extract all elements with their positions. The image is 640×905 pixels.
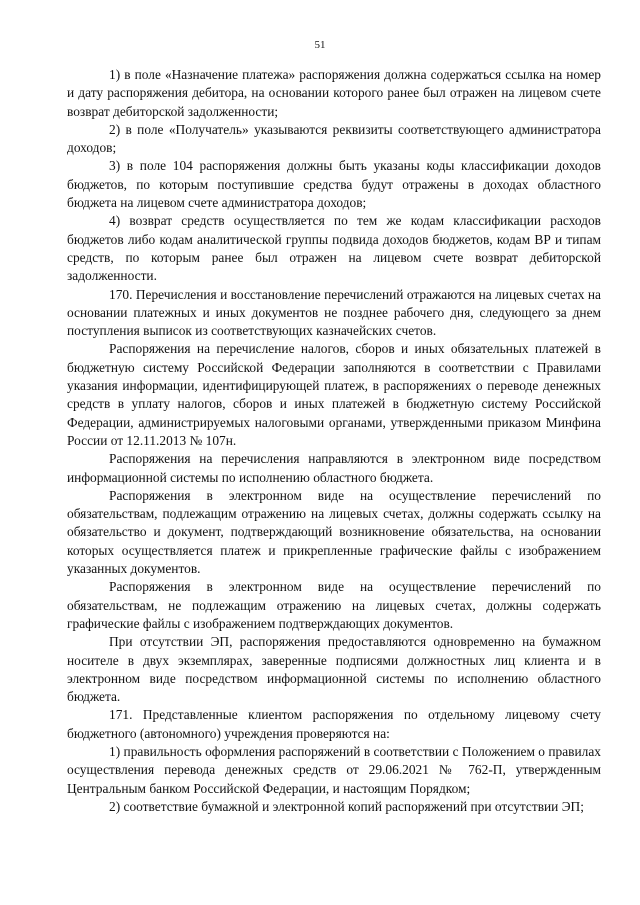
paragraph-item-3-field-104: 3) в поле 104 распоряжения должны быть указаны коды классификации доходов бюджетов, по которым поступившие средства будут отражены в доходах областного бюджета на лицевом счете администратора доходов; <box>67 158 601 211</box>
paragraph-obligations-recorded: Распоряжения в электронном виде на осуществление перечислений по обязательствам, подлежащим отражению на лицевых счетах, должны содержать ссылку на обязательство и документ, подтверждающий возникновение обязательства, на основании которых осуществляется платеж и прикрепленные графические файлы с изображением указанных документов. <box>67 487 601 577</box>
paragraph-tax-payment-orders: Распоряжения на перечисление налогов, сборов и иных обязательных платежей в бюджетную систему Российской Федерации заполняются в соответствии с Правилами указания информации, идентифицирующей платеж, в распоряжениях о переводе денежных средств в уплату налогов, сборов и иных платежей в бюджетную систему Российской Федерации, администрируемых налоговыми органами, утвержденными приказом Минфина России от 12.11.2013 № 107н. <box>67 341 601 448</box>
paragraph-item-4-refund-codes: 4) возврат средств осуществляется по тем же кодам классификации расходов бюджетов либо кодам аналитической группы подвида доходов бюджетов, кодам ВР и типам средств, по которым ранее был отражен на лицевом счете возврат дебиторской задолженности. <box>67 213 601 284</box>
paragraph-clause-171: 171. Представленные клиентом распоряжения по отдельному лицевому счету бюджетного (автономного) учреждения проверяются на: <box>67 707 601 741</box>
document-body <box>67 66 601 816</box>
paragraph-item-1-payment-purpose: 1) в поле «Назначение платежа» распоряжения должна содержаться ссылка на номер и дату распоряжения дебитора, на основании которого ранее был отражен на лицевом счете возврат дебиторской задолженности; <box>67 67 601 119</box>
paragraph-clause-170: 170. Перечисления и восстановление перечислений отражаются на лицевых счетах на основании платежных и иных документов не позднее рабочего дня, следующего за днем поступления выписок из соответствующих казначейских счетов. <box>67 286 601 339</box>
paragraph-check-1-formatting: 1) правильность оформления распоряжений в соответствии с Положением о правилах осуществления перевода денежных средств от 29.06.2021 № 762-П, утвержденным Центральным банком Российской Федерации, и настоящим Порядком; <box>67 743 601 796</box>
paragraph-electronic-submission: Распоряжения на перечисления направляются в электронном виде посредством информационной системы по исполнению областного бюджета. <box>67 451 601 485</box>
paragraph-check-2-copies-match: 2) соответствие бумажной и электронной копий распоряжений при отсутствии ЭП; <box>109 798 584 814</box>
paragraph-item-2-recipient: 2) в поле «Получатель» указываются реквизиты соответствующего администратора доходов; <box>67 121 601 156</box>
paragraph-no-electronic-signature: При отсутствии ЭП, распоряжения предоставляются одновременно на бумажном носителе в двух экземплярах, заверенные подписями должностных лиц клиента и в электронном виде посредством информационной системы по исполнению областного бюджета. <box>67 634 601 705</box>
page-number: 51 <box>314 39 326 51</box>
paragraph-obligations-not-recorded: Распоряжения в электронном виде на осуществление перечислений по обязательствам, не подлежащим отражению на лицевых счетах, должны содержать графические файлы с изображением подтверждающих документов. <box>67 579 601 631</box>
